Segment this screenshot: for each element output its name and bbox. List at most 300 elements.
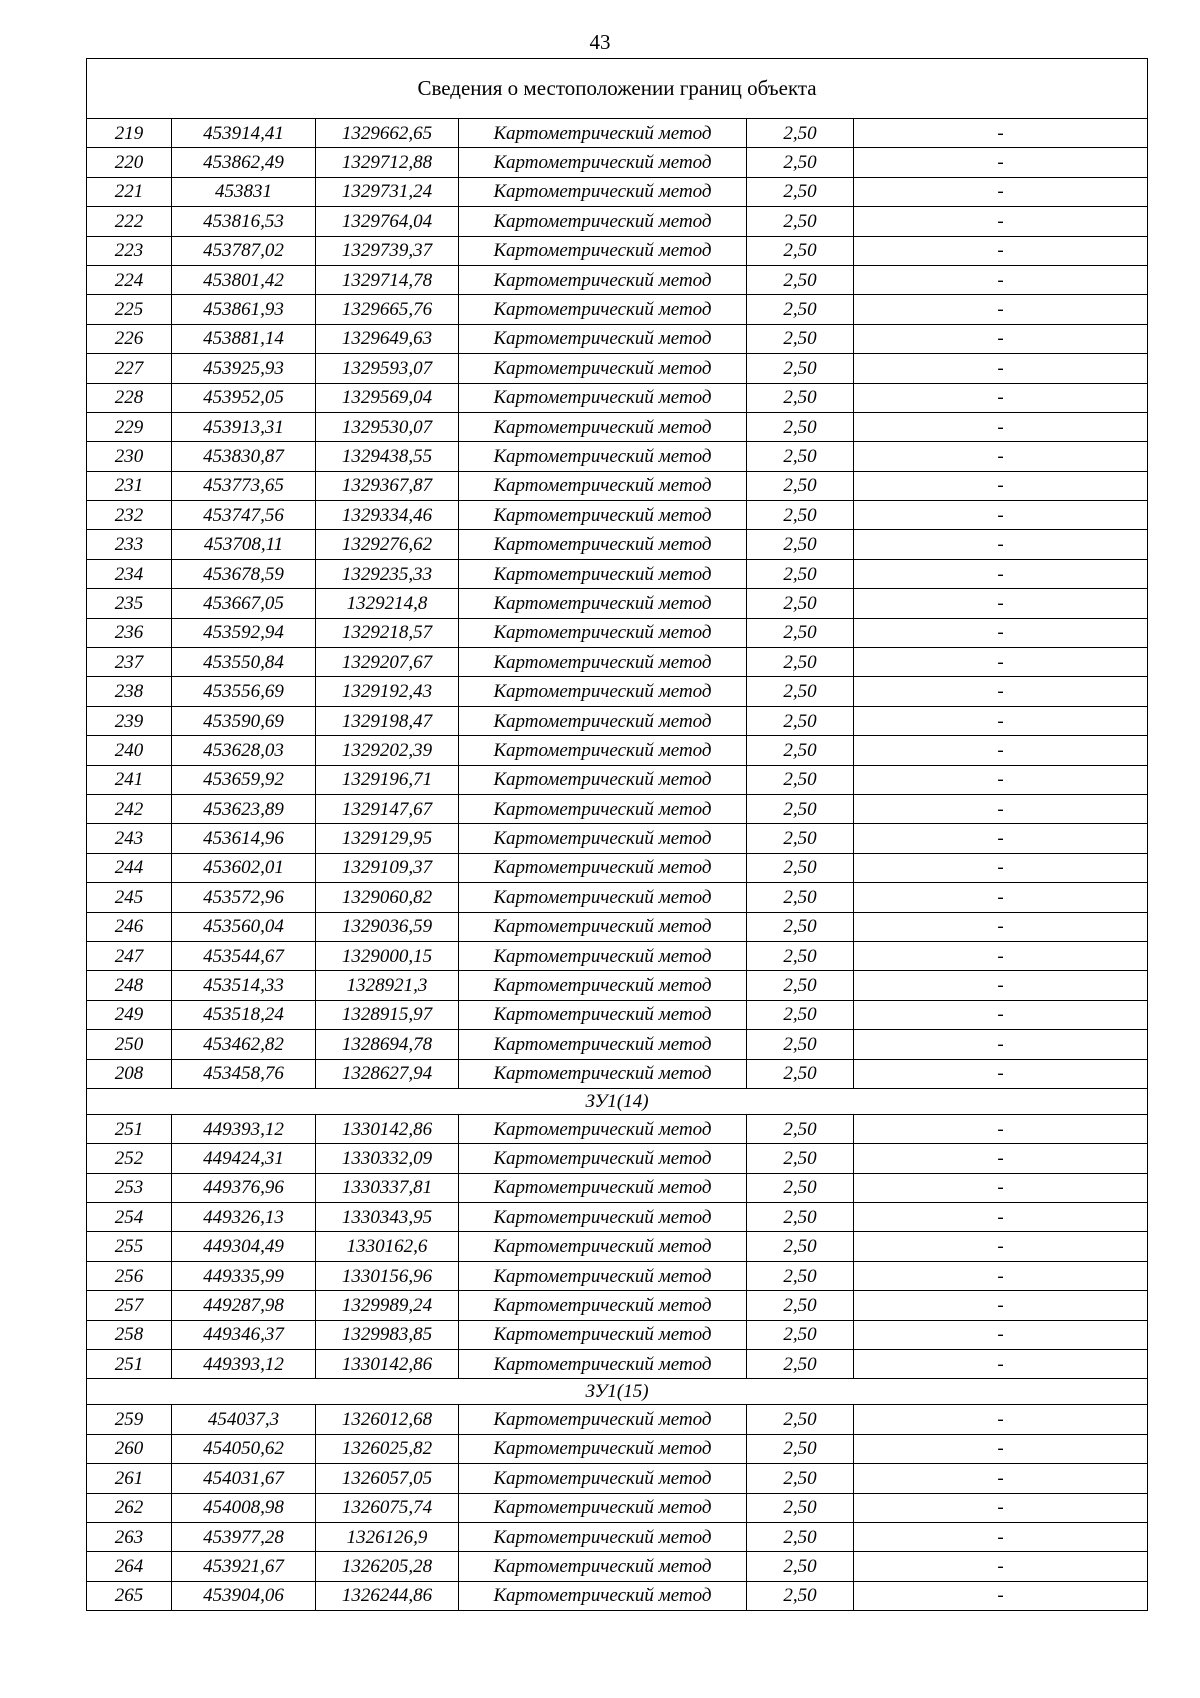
point-number-cell: 250 [87,1030,172,1059]
y-coordinate-cell: 1329712,88 [316,148,459,177]
x-coordinate-cell: 453678,59 [172,559,316,588]
point-number-cell: 242 [87,794,172,823]
method-cell: Картометрический метод [459,618,747,647]
y-coordinate-cell: 1329060,82 [316,883,459,912]
y-coordinate-cell: 1329731,24 [316,177,459,206]
description-cell: - [854,1030,1148,1059]
table-row [87,1493,1148,1522]
y-coordinate-cell: 1329334,46 [316,501,459,530]
y-coordinate-cell: 1329218,57 [316,618,459,647]
y-coordinate-cell: 1329207,67 [316,648,459,677]
x-coordinate-cell: 453921,67 [172,1552,316,1581]
point-number-cell: 227 [87,354,172,383]
method-cell: Картометрический метод [459,354,747,383]
x-coordinate-cell: 453518,24 [172,1000,316,1029]
point-number-cell: 255 [87,1232,172,1261]
point-number-cell: 226 [87,324,172,353]
point-number-cell: 225 [87,295,172,324]
table-row [87,177,1148,206]
table-row [87,530,1148,559]
boundary-coordinates-table [86,58,1148,1611]
description-cell: - [854,971,1148,1000]
description-cell: - [854,1173,1148,1202]
method-cell: Картометрический метод [459,1552,747,1581]
x-coordinate-cell: 453881,14 [172,324,316,353]
point-number-cell: 258 [87,1320,172,1349]
description-cell: - [854,412,1148,441]
point-number-cell: 249 [87,1000,172,1029]
accuracy-cell: 2,50 [747,1114,854,1143]
y-coordinate-cell: 1328694,78 [316,1030,459,1059]
table-row [87,148,1148,177]
table-row [87,442,1148,471]
description-cell: - [854,706,1148,735]
accuracy-cell: 2,50 [747,559,854,588]
page-number: 43 [589,30,611,54]
y-coordinate-cell: 1329276,62 [316,530,459,559]
accuracy-cell: 2,50 [747,677,854,706]
point-number-cell: 237 [87,648,172,677]
point-number-cell: 235 [87,589,172,618]
point-number-cell: 262 [87,1493,172,1522]
x-coordinate-cell: 453592,94 [172,618,316,647]
table-row [87,1261,1148,1290]
point-number-cell: 234 [87,559,172,588]
table-row [87,589,1148,618]
description-cell: - [854,148,1148,177]
description-cell: - [854,1114,1148,1143]
method-cell: Картометрический метод [459,471,747,500]
description-cell: - [854,1464,1148,1493]
description-cell: - [854,1232,1148,1261]
x-coordinate-cell: 449424,31 [172,1144,316,1173]
point-number-cell: 241 [87,765,172,794]
y-coordinate-cell: 1329438,55 [316,442,459,471]
table-row [87,236,1148,265]
table-row [87,1203,1148,1232]
point-number-cell: 261 [87,1464,172,1493]
accuracy-cell: 2,50 [747,412,854,441]
x-coordinate-cell: 453862,49 [172,148,316,177]
table-row [87,324,1148,353]
description-cell: - [854,1144,1148,1173]
method-cell: Картометрический метод [459,177,747,206]
description-cell: - [854,1522,1148,1551]
x-coordinate-cell: 453925,93 [172,354,316,383]
y-coordinate-cell: 1329983,85 [316,1320,459,1349]
accuracy-cell: 2,50 [747,1144,854,1173]
accuracy-cell: 2,50 [747,1203,854,1232]
accuracy-cell: 2,50 [747,265,854,294]
accuracy-cell: 2,50 [747,736,854,765]
method-cell: Картометрический метод [459,794,747,823]
description-cell: - [854,941,1148,970]
method-cell: Картометрический метод [459,1059,747,1088]
method-cell: Картометрический метод [459,912,747,941]
x-coordinate-cell: 453544,67 [172,941,316,970]
table-row [87,471,1148,500]
description-cell: - [854,207,1148,236]
method-cell: Картометрический метод [459,442,747,471]
description-cell: - [854,442,1148,471]
table-row [87,1350,1148,1379]
x-coordinate-cell: 453514,33 [172,971,316,1000]
table-body [87,59,1148,1611]
table-row [87,207,1148,236]
x-coordinate-cell: 453590,69 [172,706,316,735]
accuracy-cell: 2,50 [747,236,854,265]
x-coordinate-cell: 453913,31 [172,412,316,441]
table-row [87,1464,1148,1493]
method-cell: Картометрический метод [459,1320,747,1349]
description-cell: - [854,1000,1148,1029]
table-row [87,1030,1148,1059]
point-number-cell: 252 [87,1144,172,1173]
point-number-cell: 228 [87,383,172,412]
table-row [87,736,1148,765]
table-row [87,706,1148,735]
description-cell: - [854,736,1148,765]
x-coordinate-cell: 449326,13 [172,1203,316,1232]
section-header-row [87,1088,1148,1114]
section-label: ЗУ1(14) [87,1088,1148,1114]
point-number-cell: 233 [87,530,172,559]
point-number-cell: 220 [87,148,172,177]
table-row [87,971,1148,1000]
table-row [87,412,1148,441]
method-cell: Картометрический метод [459,1114,747,1143]
table-row [87,1434,1148,1463]
x-coordinate-cell: 454037,3 [172,1405,316,1434]
point-number-cell: 264 [87,1552,172,1581]
point-number-cell: 229 [87,412,172,441]
point-number-cell: 247 [87,941,172,970]
method-cell: Картометрический метод [459,530,747,559]
y-coordinate-cell: 1329235,33 [316,559,459,588]
point-number-cell: 238 [87,677,172,706]
accuracy-cell: 2,50 [747,1434,854,1463]
x-coordinate-cell: 449393,12 [172,1114,316,1143]
table-row [87,1405,1148,1434]
x-coordinate-cell: 454008,98 [172,1493,316,1522]
table-row [87,824,1148,853]
x-coordinate-cell: 454031,67 [172,1464,316,1493]
method-cell: Картометрический метод [459,1350,747,1379]
accuracy-cell: 2,50 [747,207,854,236]
table-row [87,1059,1148,1088]
point-number-cell: 231 [87,471,172,500]
x-coordinate-cell: 453952,05 [172,383,316,412]
description-cell: - [854,1434,1148,1463]
point-number-cell: 208 [87,1059,172,1088]
y-coordinate-cell: 1329214,8 [316,589,459,618]
y-coordinate-cell: 1326126,9 [316,1522,459,1551]
description-cell: - [854,265,1148,294]
y-coordinate-cell: 1328627,94 [316,1059,459,1088]
method-cell: Картометрический метод [459,1232,747,1261]
description-cell: - [854,1261,1148,1290]
method-cell: Картометрический метод [459,412,747,441]
method-cell: Картометрический метод [459,1522,747,1551]
description-cell: - [854,648,1148,677]
table-row [87,853,1148,882]
y-coordinate-cell: 1329367,87 [316,471,459,500]
method-cell: Картометрический метод [459,1030,747,1059]
table-row [87,119,1148,148]
accuracy-cell: 2,50 [747,941,854,970]
method-cell: Картометрический метод [459,971,747,1000]
point-number-cell: 265 [87,1581,172,1610]
accuracy-cell: 2,50 [747,824,854,853]
table-row [87,1522,1148,1551]
method-cell: Картометрический метод [459,648,747,677]
y-coordinate-cell: 1330343,95 [316,1203,459,1232]
y-coordinate-cell: 1329569,04 [316,383,459,412]
method-cell: Картометрический метод [459,1493,747,1522]
method-cell: Картометрический метод [459,236,747,265]
accuracy-cell: 2,50 [747,1030,854,1059]
x-coordinate-cell: 453904,06 [172,1581,316,1610]
x-coordinate-cell: 453614,96 [172,824,316,853]
method-cell: Картометрический метод [459,559,747,588]
y-coordinate-cell: 1329593,07 [316,354,459,383]
method-cell: Картометрический метод [459,501,747,530]
y-coordinate-cell: 1329714,78 [316,265,459,294]
table-title: Сведения о местоположении границ объекта [87,59,1148,119]
method-cell: Картометрический метод [459,265,747,294]
method-cell: Картометрический метод [459,324,747,353]
method-cell: Картометрический метод [459,706,747,735]
x-coordinate-cell: 453458,76 [172,1059,316,1088]
method-cell: Картометрический метод [459,1464,747,1493]
table-row [87,1552,1148,1581]
y-coordinate-cell: 1329192,43 [316,677,459,706]
accuracy-cell: 2,50 [747,1522,854,1551]
method-cell: Картометрический метод [459,1173,747,1202]
accuracy-cell: 2,50 [747,324,854,353]
accuracy-cell: 2,50 [747,589,854,618]
table-row [87,1114,1148,1143]
y-coordinate-cell: 1330332,09 [316,1144,459,1173]
table-row [87,765,1148,794]
method-cell: Картометрический метод [459,1261,747,1290]
x-coordinate-cell: 453861,93 [172,295,316,324]
y-coordinate-cell: 1329000,15 [316,941,459,970]
table-row [87,501,1148,530]
point-number-cell: 263 [87,1522,172,1551]
method-cell: Картометрический метод [459,824,747,853]
x-coordinate-cell: 453831 [172,177,316,206]
y-coordinate-cell: 1328921,3 [316,971,459,1000]
point-number-cell: 236 [87,618,172,647]
accuracy-cell: 2,50 [747,295,854,324]
section-label: ЗУ1(15) [87,1379,1148,1405]
x-coordinate-cell: 453602,01 [172,853,316,882]
method-cell: Картометрический метод [459,119,747,148]
table-row [87,941,1148,970]
method-cell: Картометрический метод [459,295,747,324]
accuracy-cell: 2,50 [747,765,854,794]
point-number-cell: 259 [87,1405,172,1434]
point-number-cell: 244 [87,853,172,882]
table-row [87,1581,1148,1610]
accuracy-cell: 2,50 [747,501,854,530]
point-number-cell: 240 [87,736,172,765]
accuracy-cell: 2,50 [747,1581,854,1610]
y-coordinate-cell: 1329739,37 [316,236,459,265]
description-cell: - [854,1581,1148,1610]
x-coordinate-cell: 453659,92 [172,765,316,794]
accuracy-cell: 2,50 [747,1320,854,1349]
point-number-cell: 239 [87,706,172,735]
table-row [87,1144,1148,1173]
x-coordinate-cell: 454050,62 [172,1434,316,1463]
y-coordinate-cell: 1328915,97 [316,1000,459,1029]
description-cell: - [854,853,1148,882]
x-coordinate-cell: 453816,53 [172,207,316,236]
x-coordinate-cell: 449335,99 [172,1261,316,1290]
point-number-cell: 232 [87,501,172,530]
description-cell: - [854,559,1148,588]
description-cell: - [854,794,1148,823]
accuracy-cell: 2,50 [747,1059,854,1088]
description-cell: - [854,324,1148,353]
point-number-cell: 219 [87,119,172,148]
point-number-cell: 245 [87,883,172,912]
x-coordinate-cell: 453801,42 [172,265,316,294]
accuracy-cell: 2,50 [747,1464,854,1493]
table-row [87,559,1148,588]
table-row [87,1173,1148,1202]
description-cell: - [854,530,1148,559]
description-cell: - [854,471,1148,500]
x-coordinate-cell: 453628,03 [172,736,316,765]
y-coordinate-cell: 1329036,59 [316,912,459,941]
description-cell: - [854,1493,1148,1522]
description-cell: - [854,236,1148,265]
x-coordinate-cell: 449304,49 [172,1232,316,1261]
table-row [87,295,1148,324]
point-number-cell: 223 [87,236,172,265]
x-coordinate-cell: 449287,98 [172,1291,316,1320]
y-coordinate-cell: 1330142,86 [316,1114,459,1143]
accuracy-cell: 2,50 [747,354,854,383]
method-cell: Картометрический метод [459,941,747,970]
description-cell: - [854,177,1148,206]
accuracy-cell: 2,50 [747,794,854,823]
table-row [87,883,1148,912]
x-coordinate-cell: 453773,65 [172,471,316,500]
method-cell: Картометрический метод [459,1144,747,1173]
y-coordinate-cell: 1329764,04 [316,207,459,236]
y-coordinate-cell: 1329198,47 [316,706,459,735]
y-coordinate-cell: 1329665,76 [316,295,459,324]
x-coordinate-cell: 453914,41 [172,119,316,148]
point-number-cell: 246 [87,912,172,941]
x-coordinate-cell: 453977,28 [172,1522,316,1551]
x-coordinate-cell: 453572,96 [172,883,316,912]
description-cell: - [854,1320,1148,1349]
table-row [87,912,1148,941]
description-cell: - [854,1350,1148,1379]
method-cell: Картометрический метод [459,207,747,236]
table-row [87,677,1148,706]
point-number-cell: 251 [87,1350,172,1379]
x-coordinate-cell: 453462,82 [172,1030,316,1059]
point-number-cell: 221 [87,177,172,206]
method-cell: Картометрический метод [459,677,747,706]
accuracy-cell: 2,50 [747,383,854,412]
table-row [87,618,1148,647]
accuracy-cell: 2,50 [747,1291,854,1320]
accuracy-cell: 2,50 [747,883,854,912]
x-coordinate-cell: 453550,84 [172,648,316,677]
method-cell: Картометрический метод [459,1291,747,1320]
method-cell: Картометрический метод [459,1405,747,1434]
x-coordinate-cell: 453747,56 [172,501,316,530]
point-number-cell: 224 [87,265,172,294]
point-number-cell: 260 [87,1434,172,1463]
table-row [87,1320,1148,1349]
table-row [87,1232,1148,1261]
description-cell: - [854,354,1148,383]
x-coordinate-cell: 453560,04 [172,912,316,941]
table-row [87,1291,1148,1320]
table-row [87,383,1148,412]
point-number-cell: 257 [87,1291,172,1320]
method-cell: Картометрический метод [459,1434,747,1463]
description-cell: - [854,1552,1148,1581]
description-cell: - [854,501,1148,530]
y-coordinate-cell: 1329109,37 [316,853,459,882]
method-cell: Картометрический метод [459,1203,747,1232]
accuracy-cell: 2,50 [747,471,854,500]
y-coordinate-cell: 1330337,81 [316,1173,459,1202]
y-coordinate-cell: 1330142,86 [316,1350,459,1379]
accuracy-cell: 2,50 [747,618,854,647]
x-coordinate-cell: 453830,87 [172,442,316,471]
accuracy-cell: 2,50 [747,971,854,1000]
description-cell: - [854,765,1148,794]
y-coordinate-cell: 1329662,65 [316,119,459,148]
table-row [87,648,1148,677]
accuracy-cell: 2,50 [747,853,854,882]
description-cell: - [854,589,1148,618]
accuracy-cell: 2,50 [747,177,854,206]
description-cell: - [854,1405,1148,1434]
accuracy-cell: 2,50 [747,1261,854,1290]
description-cell: - [854,1059,1148,1088]
section-header-row [87,1379,1148,1405]
accuracy-cell: 2,50 [747,648,854,677]
x-coordinate-cell: 453667,05 [172,589,316,618]
accuracy-cell: 2,50 [747,119,854,148]
accuracy-cell: 2,50 [747,530,854,559]
point-number-cell: 222 [87,207,172,236]
y-coordinate-cell: 1326057,05 [316,1464,459,1493]
x-coordinate-cell: 449393,12 [172,1350,316,1379]
point-number-cell: 254 [87,1203,172,1232]
method-cell: Картометрический метод [459,883,747,912]
method-cell: Картометрический метод [459,765,747,794]
method-cell: Картометрический метод [459,853,747,882]
method-cell: Картометрический метод [459,1000,747,1029]
y-coordinate-cell: 1329147,67 [316,794,459,823]
accuracy-cell: 2,50 [747,912,854,941]
point-number-cell: 243 [87,824,172,853]
y-coordinate-cell: 1326075,74 [316,1493,459,1522]
accuracy-cell: 2,50 [747,1350,854,1379]
